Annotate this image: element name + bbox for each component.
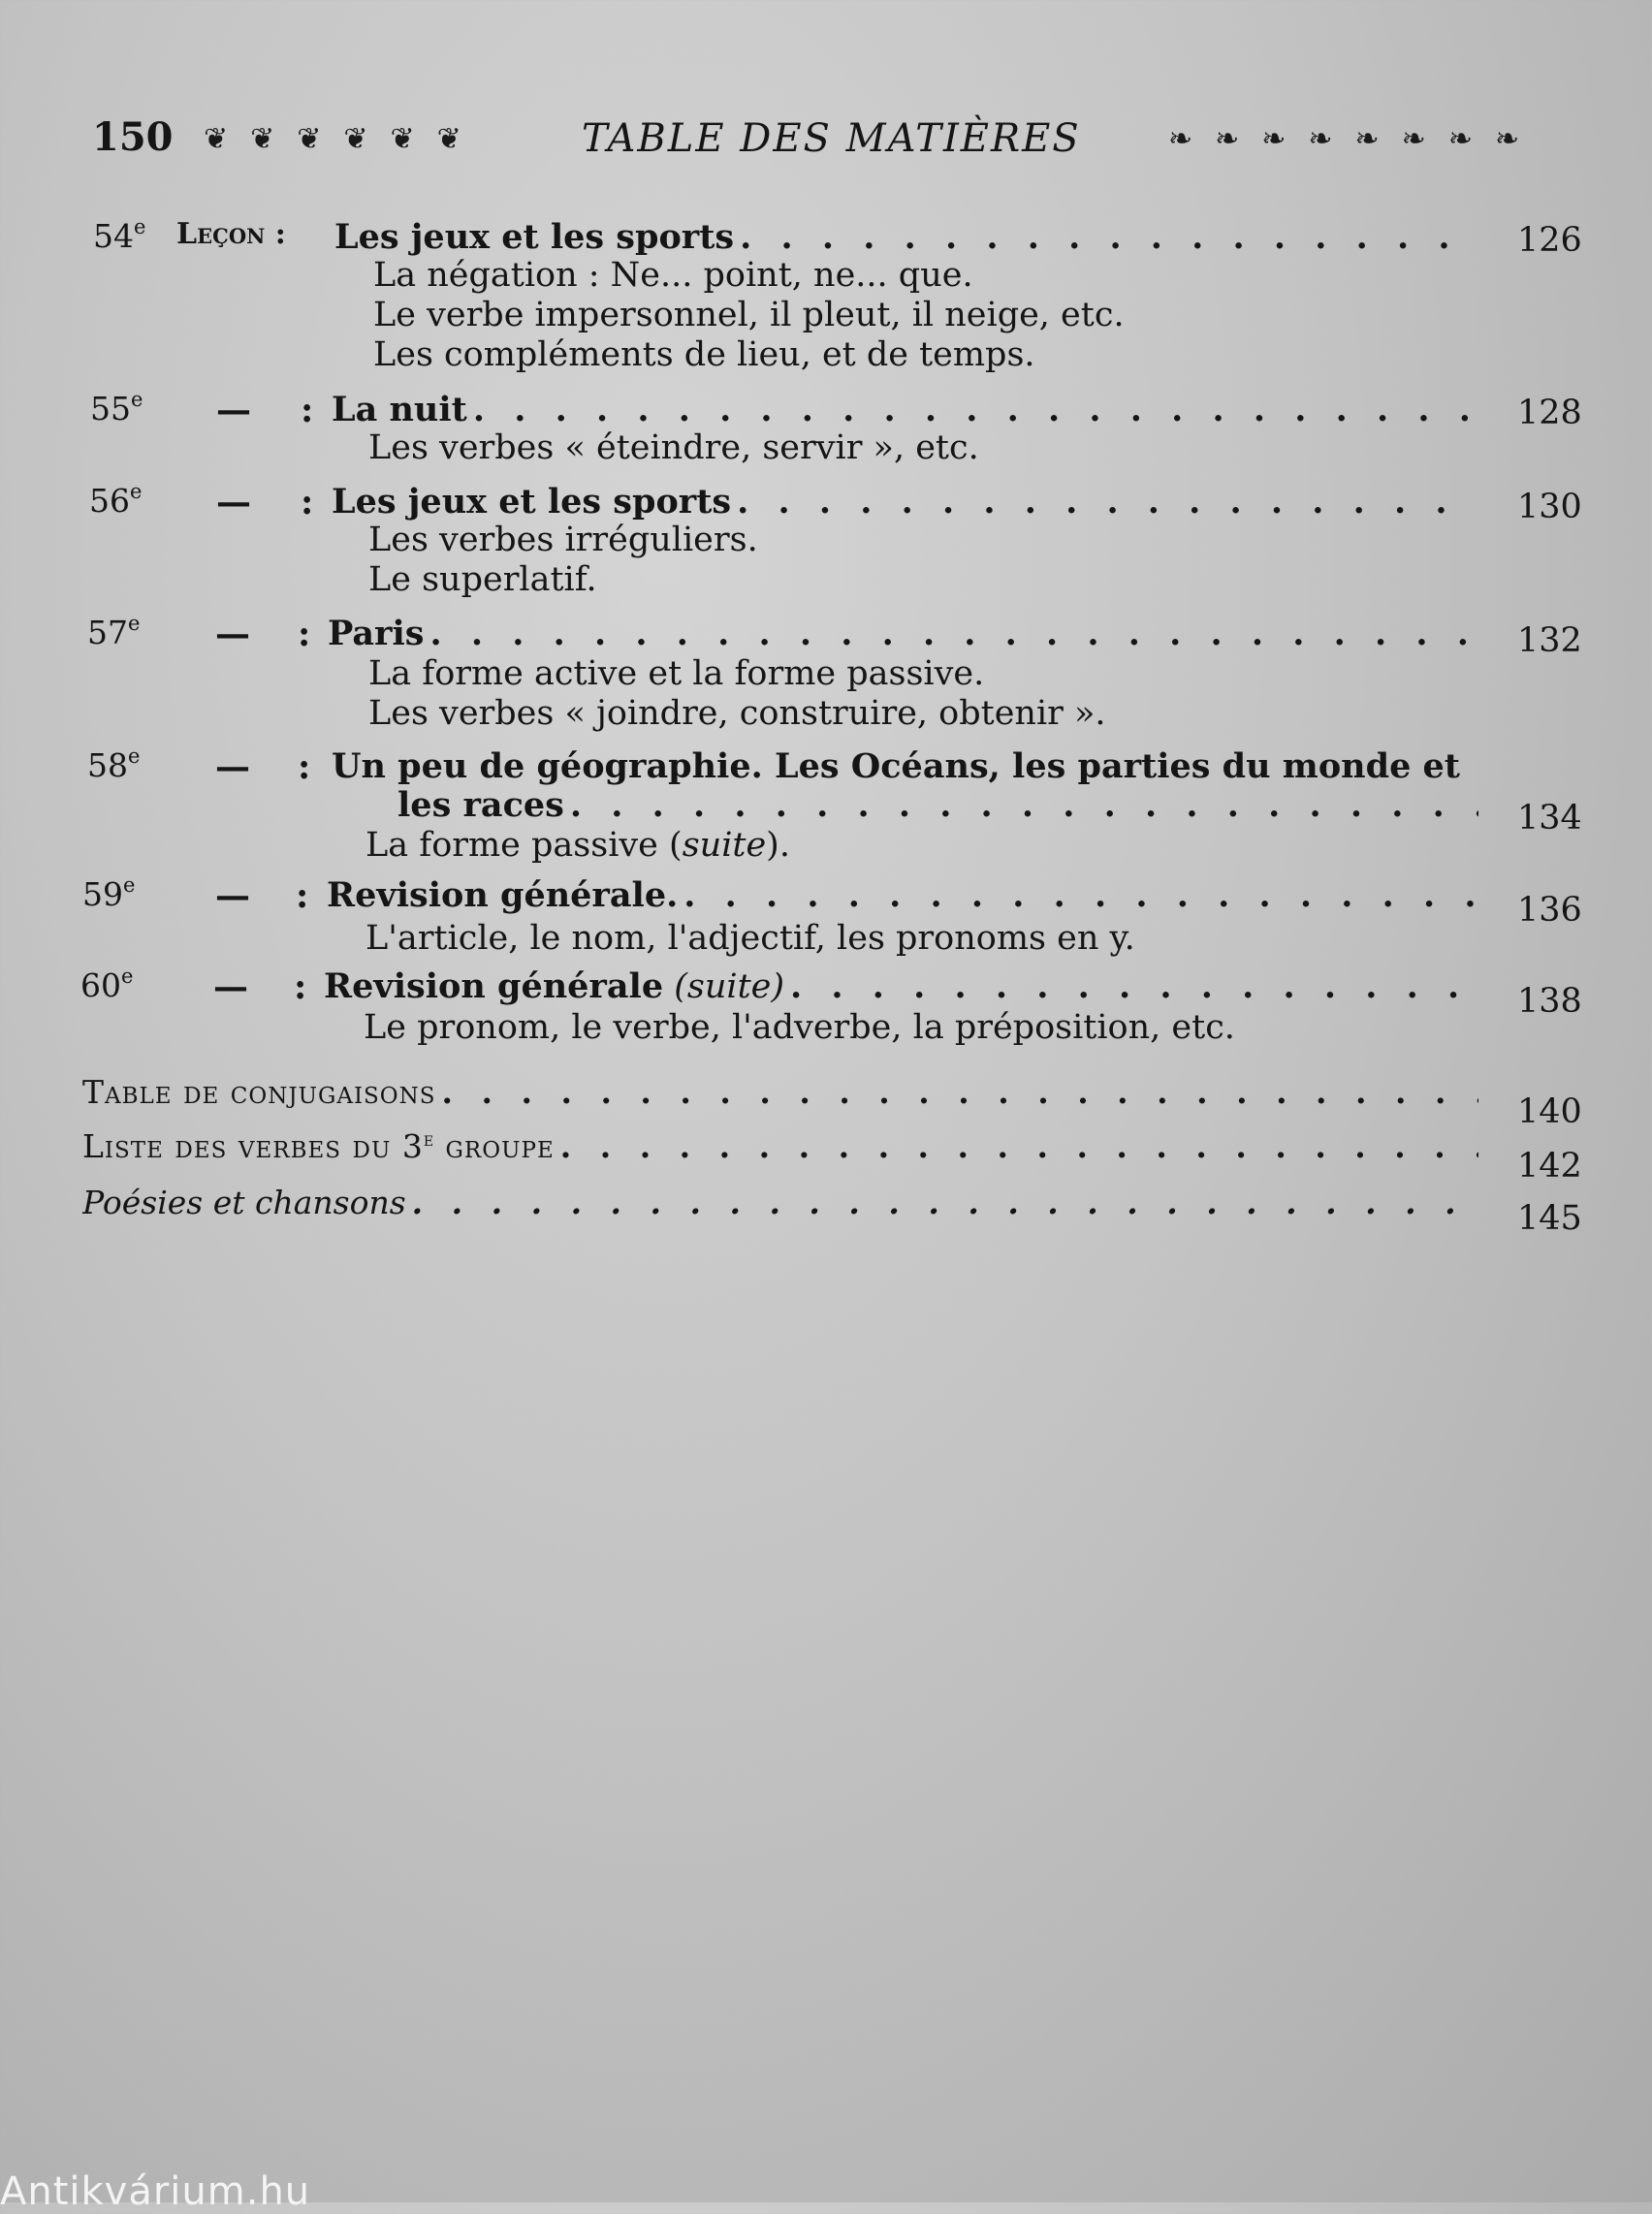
lesson-topic: Le superlatif. xyxy=(368,560,597,599)
page-ref: 145 xyxy=(1517,1199,1582,1238)
colon: : xyxy=(294,966,307,1007)
lesson-title: Paris . . . xyxy=(328,614,1478,653)
lesson-topic: Les verbes irréguliers. xyxy=(368,521,758,559)
watermark: Antikvárium.hu xyxy=(0,2169,311,2214)
lesson-topic: Le pronom, le verbe, l'adverbe, la préposition, etc. xyxy=(364,1008,1235,1047)
lesson-title: Revision générale (suite) . . . xyxy=(324,966,1478,1006)
lesson-title: Revision générale. . . . xyxy=(327,875,1478,915)
page-header xyxy=(92,114,1585,173)
lesson-topic: Les compléments de lieu, et de temps. xyxy=(373,335,1035,374)
page-ref: 134 xyxy=(1517,799,1582,838)
page-ref: 136 xyxy=(1517,891,1582,930)
lesson-title: La nuit . . . xyxy=(332,390,1478,429)
page-title: TABLE DES MATIÈRES xyxy=(582,116,1081,161)
page-ref: 128 xyxy=(1517,394,1582,432)
page-ref: 138 xyxy=(1517,982,1582,1021)
page-ref: 132 xyxy=(1517,621,1582,660)
lesson-number: 60e xyxy=(80,965,134,1004)
ditto-dash: — xyxy=(216,482,251,522)
lesson-number: 57e xyxy=(87,612,141,651)
lesson-title-continued: les races . . . xyxy=(397,785,1478,825)
colon: : xyxy=(298,746,311,787)
lesson-number: 54e xyxy=(93,215,146,255)
table-title: Table de conjugaisons . . . xyxy=(82,1073,1478,1111)
lesson-label: Leçon : xyxy=(176,217,286,251)
colon: : xyxy=(296,875,309,916)
ditto-dash: — xyxy=(215,614,250,654)
ornament-left-icon: ❦❦❦❦❦❦ xyxy=(204,122,484,156)
lesson-topic: L'article, le nom, l'adjectif, les pronoms en y. xyxy=(365,919,1135,958)
lesson-title: Les jeux et les sports . . . xyxy=(334,217,1478,257)
lesson-title: Les jeux et les sports . . . xyxy=(332,482,1478,522)
page-ref: 130 xyxy=(1517,488,1582,526)
lesson-number: 56e xyxy=(89,480,143,520)
lesson-number: 59e xyxy=(82,873,136,913)
ditto-dash: — xyxy=(215,875,250,916)
lesson-number: 55e xyxy=(90,388,143,427)
ditto-dash: — xyxy=(213,966,248,1007)
lesson-topic: Les verbes « éteindre, servir », etc. xyxy=(368,428,979,467)
page-ref: 140 xyxy=(1517,1092,1582,1131)
ditto-dash: — xyxy=(215,746,250,787)
ditto-dash: — xyxy=(216,390,251,430)
table-title: Liste des verbes du 3e groupe . . . xyxy=(82,1127,1478,1165)
colon: : xyxy=(301,390,314,430)
ornament-right-icon: ❧❧❧❧❧❧❧❧ xyxy=(1168,122,1542,156)
lesson-title: Un peu de géographie. Les Océans, les parties du monde et xyxy=(332,746,1460,786)
colon: : xyxy=(298,614,311,654)
lesson-topic: La négation : Ne... point, ne... que. xyxy=(373,256,973,295)
page-ref: 126 xyxy=(1517,221,1582,260)
page-ref: 142 xyxy=(1517,1147,1582,1186)
lesson-topic: Les verbes « joindre, construire, obtenir ». xyxy=(368,694,1106,733)
lesson-topic: Le verbe impersonnel, il pleut, il neige, etc. xyxy=(373,296,1125,334)
colon: : xyxy=(301,482,314,522)
table-title: Poésies et chansons . . . xyxy=(82,1184,1478,1221)
page-number: 150 xyxy=(92,114,174,160)
lesson-number: 58e xyxy=(87,744,141,784)
lesson-topic: La forme passive (suite). xyxy=(365,826,790,865)
lesson-topic: La forme active et la forme passive. xyxy=(368,654,985,693)
